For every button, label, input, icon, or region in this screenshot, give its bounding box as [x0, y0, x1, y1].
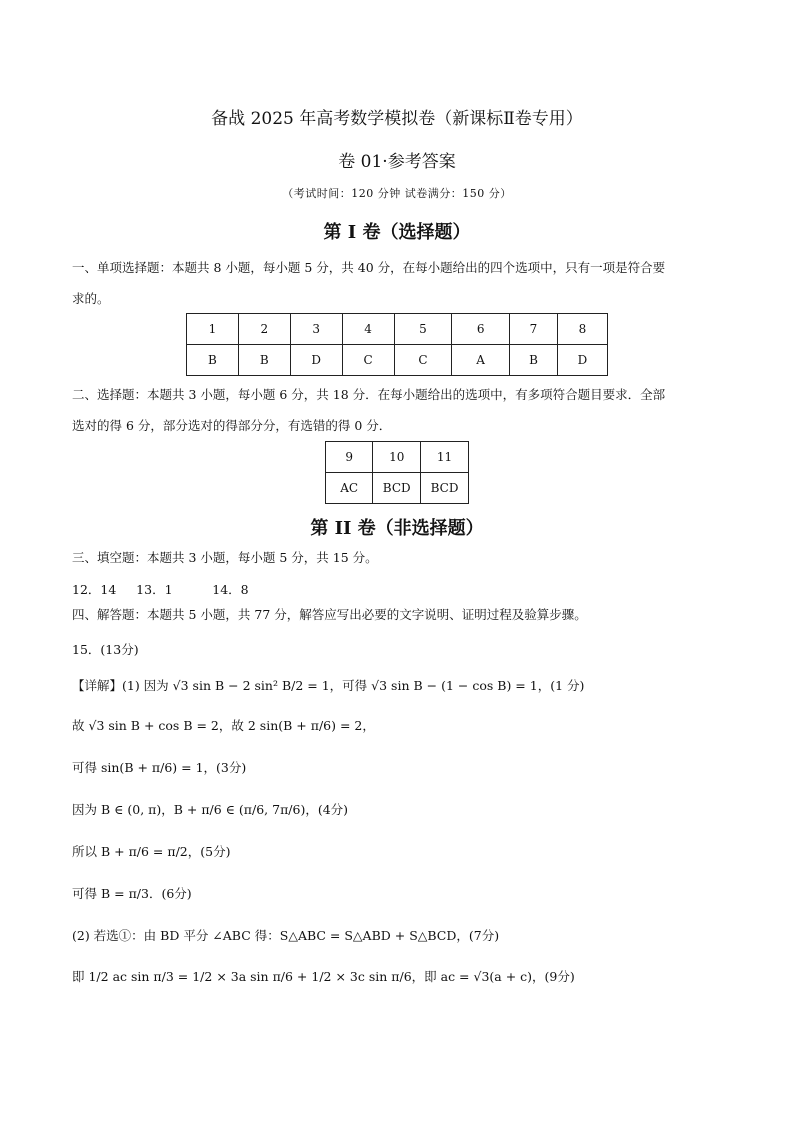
table-cell: D	[290, 345, 342, 376]
solution-line-8: 即 1/2 ac sin π/3 = 1/2 × 3a sin π/6 + 1/2 × 3c sin π/6，即 ac = √3(a + c)，(9分)	[72, 969, 575, 984]
table-cell: B	[510, 345, 558, 376]
part1-title: 第 I 卷（选择题）	[323, 222, 471, 243]
section3-instructions: 三、填空题：本题共 3 小题，每小题 5 分，共 15 分。	[72, 550, 378, 565]
exam-info: （考试时间：120 分钟 试卷满分：150 分）	[282, 187, 512, 200]
table-cell: B	[238, 345, 290, 376]
table-cell: 3	[290, 314, 342, 345]
solution-line-6: 可得 B = π/3．(6分)	[72, 886, 192, 901]
table-cell: BCD	[373, 473, 421, 504]
table-cell: 4	[342, 314, 394, 345]
fill-in-answers: 12．14 13．1 14．8	[72, 582, 249, 597]
table-cell: 6	[452, 314, 510, 345]
table-row-answers	[326, 473, 469, 504]
table-cell: D	[557, 345, 607, 376]
page-subtitle: 卷 01·参考答案	[338, 152, 456, 172]
table-cell: 8	[557, 314, 607, 345]
section2-instructions-line1: 二、选择题：本题共 3 小题，每小题 6 分，共 18 分．在每小题给出的选项中，有多项符合题目要求．全部	[72, 387, 666, 402]
solution-line-5: 所以 B + π/6 = π/2，(5分)	[72, 844, 231, 859]
table-cell: 11	[421, 442, 469, 473]
solution-line-4: 因为 B ∈ (0, π)，B + π/6 ∈ (π/6, 7π/6)，(4分)	[72, 802, 349, 817]
table-cell: C	[394, 345, 452, 376]
table-cell: B	[187, 345, 239, 376]
table-cell: C	[342, 345, 394, 376]
table-row-questions	[326, 442, 469, 473]
solution-line-3: 可得 sin(B + π/6) = 1，(3分)	[72, 760, 247, 775]
table-cell: BCD	[421, 473, 469, 504]
answer-table-single-choice	[186, 313, 608, 376]
solution-line-1: 【详解】(1) 因为 √3 sin B − 2 sin² B/2 = 1，可得 √3 sin B − (1 − cos B) = 1，(1 分)	[72, 678, 585, 693]
table-row-answers	[187, 345, 608, 376]
answer-table-multi-choice	[325, 441, 469, 504]
table-cell: A	[452, 345, 510, 376]
section1-instructions-line2: 求的。	[72, 291, 110, 306]
table-cell: 2	[238, 314, 290, 345]
section2-instructions-line2: 选对的得 6 分，部分选对的得部分分，有选错的得 0 分．	[72, 418, 392, 433]
section4-instructions: 四、解答题：本题共 5 小题，共 77 分，解答应写出必要的文字说明、证明过程及验算步骤。	[72, 607, 587, 622]
solution-line-2: 故 √3 sin B + cos B = 2，故 2 sin(B + π/6) = 2，	[72, 718, 375, 733]
solution-line-7: (2) 若选①：由 BD 平分 ∠ABC 得：S△ABC = S△ABD + S△BCD，(7分)	[72, 928, 500, 943]
table-row-questions	[187, 314, 608, 345]
table-cell: 7	[510, 314, 558, 345]
page-title: 备战 2025 年高考数学模拟卷（新课标Ⅱ卷专用）	[211, 109, 583, 129]
table-cell: 1	[187, 314, 239, 345]
table-cell: 9	[326, 442, 373, 473]
table-cell: 10	[373, 442, 421, 473]
section1-instructions-line1: 一、单项选择题：本题共 8 小题，每小题 5 分，共 40 分，在每小题给出的四个选项中，只有一项是符合要	[72, 260, 666, 275]
part2-title: 第 II 卷（非选择题）	[310, 518, 484, 539]
table-cell: AC	[326, 473, 373, 504]
table-cell: 5	[394, 314, 452, 345]
question-15-header: 15．(13分)	[72, 642, 139, 657]
